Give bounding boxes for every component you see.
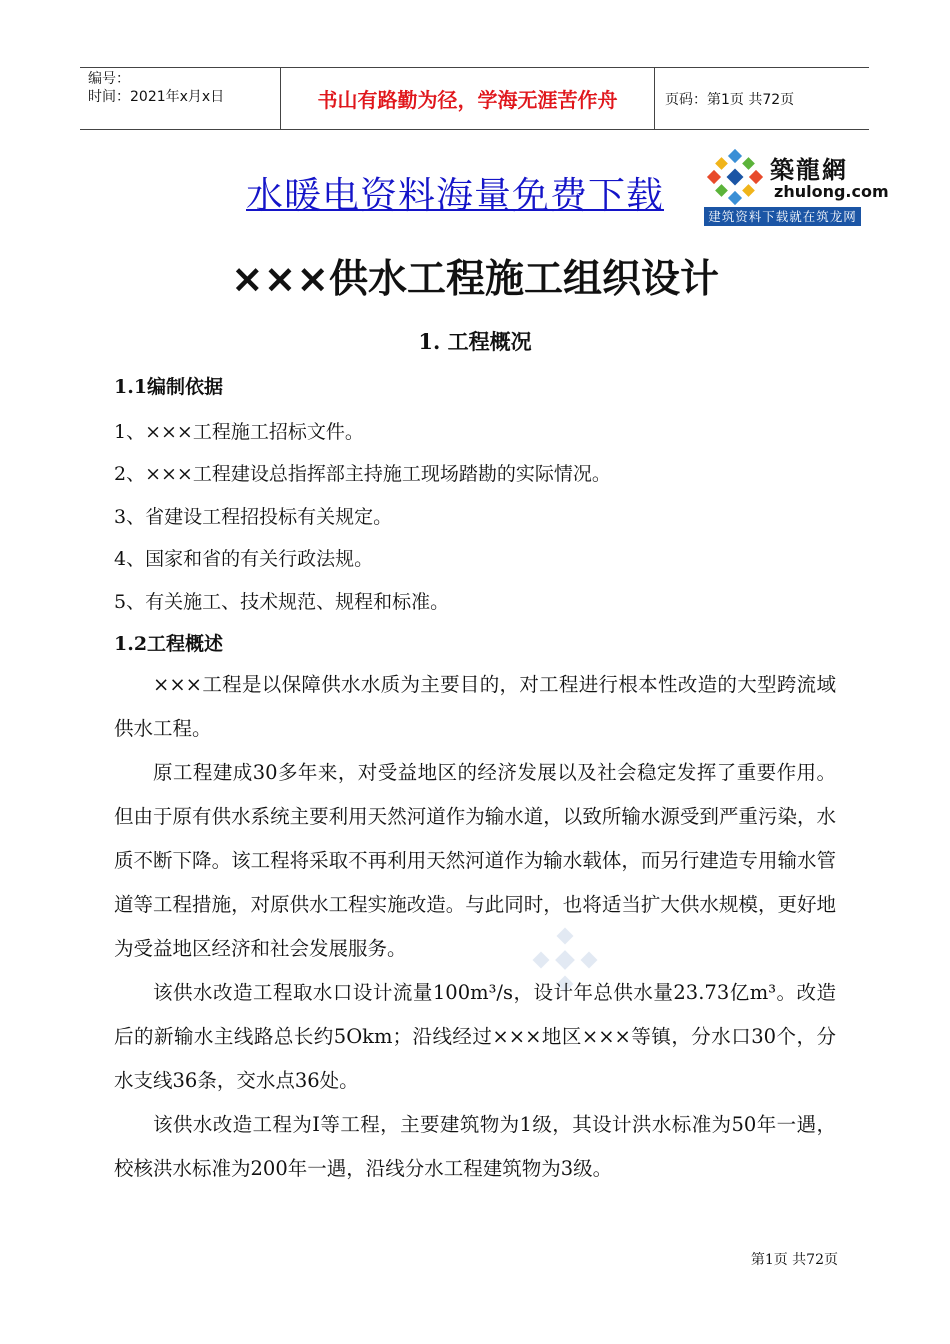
subsection-title-basis: 1.1编制依据 <box>114 376 224 398</box>
basis-item: 2、×××工程建设总指挥部主持施工现场踏勘的实际情况。 <box>114 463 611 485</box>
overview-paragraph: 原工程建成30多年来，对受益地区的经济发展以及社会稳定发挥了重要作用。但由于原有供水系统主要利用天然河道作为输水道，以致所输水源受到严重污染，水质不断下降。该工程将采取不再利用天然河道作为输水载体，而另行建造专用输水管道等工程措施，对原供水工程实施改造。与此同时，也将适当扩大供水规模，更好地为受益地区经济和社会发展服务。 <box>114 761 836 960</box>
overview-paragraph: 该供水改造工程取水口设计流量100m³/s，设计年总供水量23.73亿m³。改造后的新输水主线路总长约5Okm；沿线经过×××地区×××等镇，分水口30个，分水支线36条，交水点36处。 <box>114 981 836 1092</box>
page-footer: 第1页 共72页 <box>750 1252 838 1268</box>
header-meta <box>80 68 281 129</box>
basis-item: 1、×××工程施工招标文件。 <box>114 421 364 443</box>
snowflake-logo-icon <box>704 148 766 206</box>
download-link[interactable]: 水暖电资料海量免费下载 <box>246 174 664 217</box>
page-label: 页码：第1页 共72页 <box>665 91 795 108</box>
document-title: ×××供水工程施工组织设计 <box>230 257 720 302</box>
header-motto <box>281 68 655 129</box>
basis-item: 3、省建设工程招投标有关规定。 <box>114 506 393 528</box>
basis-item: 4、国家和省的有关行政法规。 <box>114 548 374 570</box>
logo-top <box>704 146 889 208</box>
logo-name-cn: 築龍網 <box>770 155 848 184</box>
time-label: 时间：2021年x月x日 <box>88 89 225 105</box>
subsection-title-overview: 1.2工程概述 <box>114 633 224 655</box>
overview-paragraph: ×××工程是以保障供水水质为主要目的，对工程进行根本性改造的大型跨流域供水工程。 <box>114 673 836 740</box>
zhulong-logo[interactable] <box>704 146 889 226</box>
motto-text: 书山有路勤为径，学海无涯苦作舟 <box>317 88 618 112</box>
code-label: 编号： <box>88 71 130 87</box>
basis-item: 5、有关施工、技术规范、规程和标准。 <box>114 591 450 613</box>
logo-domain: zhulong.com <box>774 182 889 201</box>
overview-paragraph: 该供水改造工程为I等工程，主要建筑物为1级，其设计洪水标准为50年一遇，校核洪水标准为200年一遇，沿线分水工程建筑物为3级。 <box>114 1113 836 1180</box>
section-title: 1. 工程概况 <box>418 329 532 354</box>
logo-tagline: 建筑资料下载就在筑龙网 <box>704 207 861 226</box>
header-page <box>655 68 869 129</box>
header-table <box>80 67 869 130</box>
